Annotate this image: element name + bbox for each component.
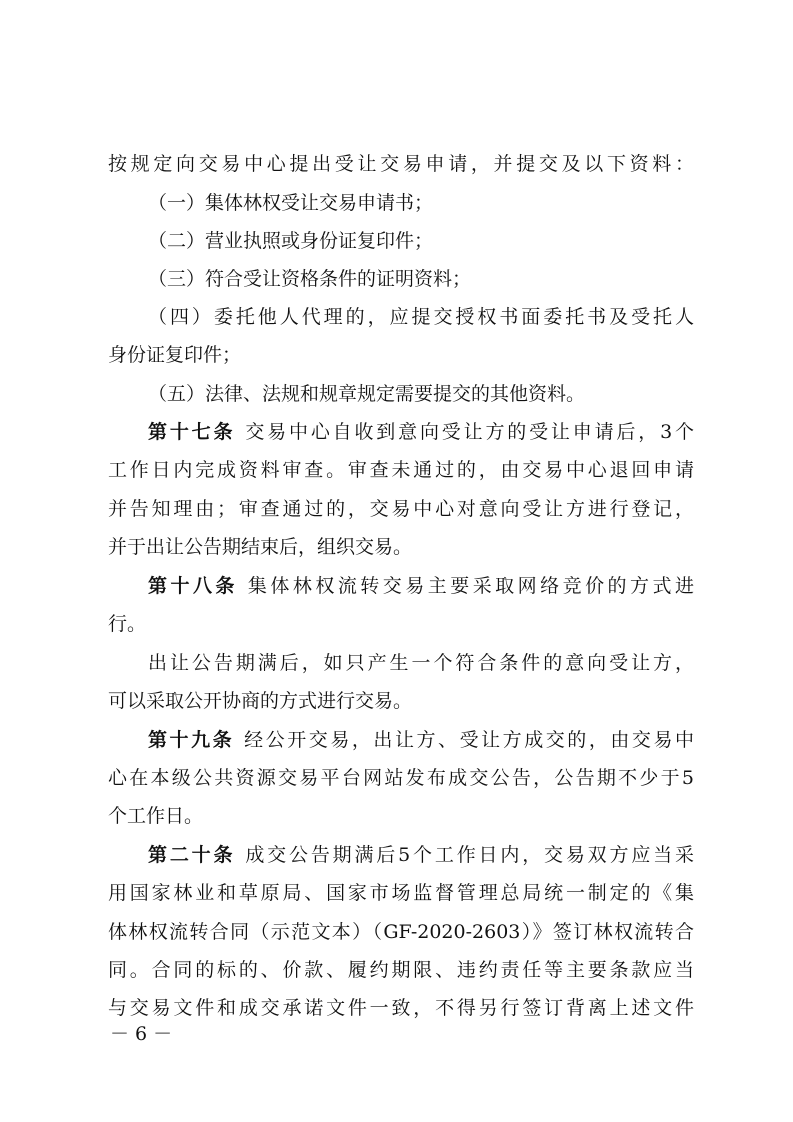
list-item: （一）集体林权受让交易申请书； [148, 192, 434, 214]
article-heading: 第十七条 [148, 421, 236, 443]
paragraph-line: 用国家林业和草原局、国家市场监督管理总局统一制定的《集 [108, 882, 694, 904]
paragraph-line: 心在本级公共资源交易平台网站发布成交公告，公告期不少于5 [108, 767, 694, 789]
article-text: 经公开交易，出让方、受让方成交的，由交易中 [244, 729, 694, 751]
paragraph-line: 与交易文件和成交承诺文件一致，不得另行签订背离上述文件 [108, 997, 694, 1019]
article-text: 集体林权流转交易主要采取网络竞价的方式进 [247, 575, 694, 597]
article-heading: 第十九条 [148, 729, 235, 751]
list-item: （二）营业执照或身份证复印件； [148, 230, 434, 252]
paragraph-line: 体林权流转合同（示范文本）（GF-2020-2603）》签订林权流转合 [108, 921, 694, 943]
list-item: （四）委托他人代理的，应提交授权书面委托书及受托人 [148, 306, 694, 328]
article-text: 成交公告期满后5个工作日内，交易双方应当采 [245, 844, 694, 866]
paragraph-line: 行。 [108, 613, 147, 635]
paragraph-line: 并于出让公告期结束后，组织交易。 [108, 536, 413, 558]
paragraph-line: 工作日内完成资料审查。审查未通过的，由交易中心退回申请 [108, 459, 694, 481]
article-18-first-line [148, 574, 694, 598]
article-text: 交易中心自收到意向受让方的受让申请后，3个 [245, 421, 694, 443]
article-20-first-line [148, 843, 694, 867]
article-heading: 第十八条 [148, 575, 238, 597]
paragraph-line: 并告知理由；审查通过的，交易中心对意向受让方进行登记， [108, 498, 694, 520]
paragraph-line: 出让公告期满后，如只产生一个符合条件的意向受让方， [148, 652, 694, 674]
paragraph-line: 可以采取公开协商的方式进行交易。 [108, 690, 413, 712]
list-item: （三）符合受让资格条件的证明资料； [148, 268, 472, 290]
article-heading: 第二十条 [148, 844, 236, 866]
paragraph-line: 按规定向交易中心提出受让交易申请，并提交及以下资料： [108, 153, 694, 175]
paragraph-line: 个工作日。 [108, 805, 204, 827]
paragraph-line: 同。合同的标的、价款、履约期限、违约责任等主要条款应当 [108, 959, 694, 981]
article-17-first-line [148, 420, 694, 444]
paragraph-line: 身份证复印件； [108, 344, 242, 366]
list-item: （五）法律、法规和规章规定需要提交的其他资料。 [148, 383, 586, 405]
article-19-first-line [148, 728, 694, 752]
page-number: － 6 － [110, 1023, 173, 1045]
